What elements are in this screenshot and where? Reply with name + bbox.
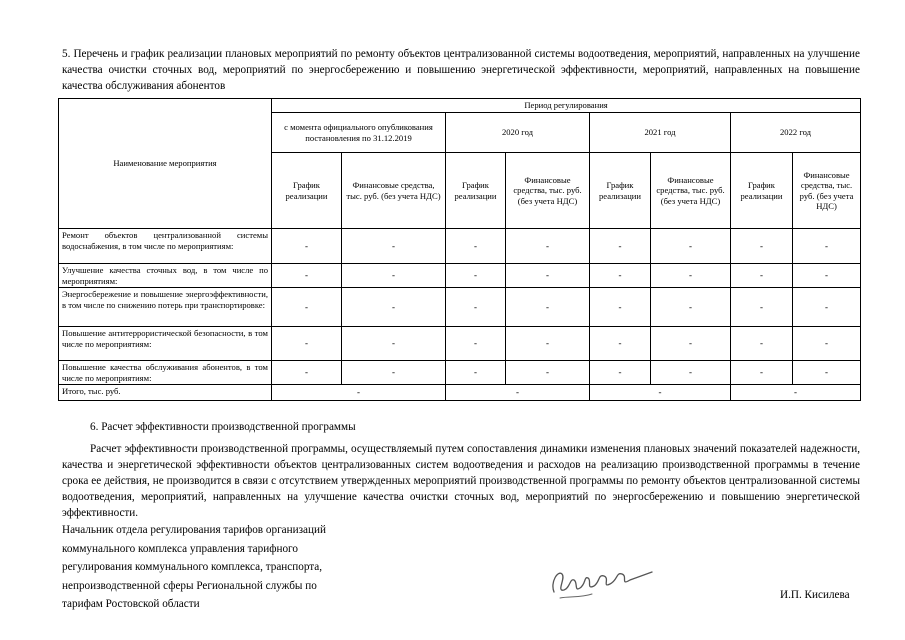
cell-value: -	[590, 361, 651, 385]
position-line: тарифам Ростовской области	[62, 598, 200, 610]
handwritten-signature	[540, 552, 660, 604]
section-6-heading: 6. Расчет эффективности производственной программы	[90, 421, 356, 433]
signatory-position	[62, 521, 392, 614]
cell-value: -	[793, 229, 861, 264]
cell-value: -	[651, 288, 731, 327]
cell-value: -	[590, 327, 651, 361]
table-row	[59, 229, 861, 264]
cell-value: -	[651, 361, 731, 385]
cell-value: -	[446, 327, 506, 361]
cell-value: -	[446, 264, 506, 288]
cell-value: -	[651, 229, 731, 264]
total-label: Итого, тыс. руб.	[59, 385, 272, 401]
header-schedule: График реализации	[731, 153, 793, 229]
cell-value: -	[731, 288, 793, 327]
header-period: Период регулирования	[272, 99, 861, 113]
cell-value: -	[506, 327, 590, 361]
header-period-2020: 2020 год	[446, 113, 590, 153]
header-schedule: График реализации	[590, 153, 651, 229]
total-value: -	[446, 385, 590, 401]
section-5-heading: 5. Перечень и график реализации плановых мероприятий по ремонту объектов централизованной системы водоотведения, мероприятий, направленных на улучшение качества очистки сточных вод, мероприятий по энергосбережению и повышению энергетической эффективности, мероприятий, направленных на повышение качества обслуживания абонентов	[62, 48, 860, 92]
header-schedule: График реализации	[446, 153, 506, 229]
cell-value: -	[272, 288, 342, 327]
cell-value: -	[651, 264, 731, 288]
row-label: Повышение качества обслуживания абонентов, в том числе по мероприятиям:	[59, 361, 272, 385]
cell-value: -	[272, 229, 342, 264]
section-6-body: Расчет эффективности производственной программы, осуществляемый путем сопоставления динамики изменения плановых значений показателей надежности, качества и энергетической эффективности объектов централизованных систем водоотведения и расходов на реализацию производственной программы в течение срока ее действия, не производится в связи с отсутствием утвержденных мероприятий производственной программы по ремонту объектов централизованной системы водоотведения, мероприятий, направленных на улучшение качества очистки сточных вод, мероприятий по энергосбережению и повышению энергетической эффективности.	[62, 443, 860, 519]
table-row	[59, 264, 861, 288]
header-finance: Финансовые средства, тыс. руб. (без учета НДС)	[793, 153, 861, 229]
position-line: коммунального комплекса управления тарифного	[62, 542, 298, 555]
measures-table	[58, 98, 861, 401]
cell-value: -	[446, 288, 506, 327]
cell-value: -	[506, 361, 590, 385]
header-measure-name: Наименование мероприятия	[59, 99, 272, 229]
position-line: регулирования коммунального комплекса, транспорта,	[62, 561, 323, 573]
cell-value: -	[793, 288, 861, 327]
cell-value: -	[446, 361, 506, 385]
cell-value: -	[590, 288, 651, 327]
cell-value: -	[793, 264, 861, 288]
cell-value: -	[793, 327, 861, 361]
cell-value: -	[342, 288, 446, 327]
cell-value: -	[342, 361, 446, 385]
header-finance: Финансовые средства, тыс. руб. (без учета НДС)	[506, 153, 590, 229]
header-period-2021: 2021 год	[590, 113, 731, 153]
cell-value: -	[731, 361, 793, 385]
cell-value: -	[731, 229, 793, 264]
cell-value: -	[506, 288, 590, 327]
total-value: -	[590, 385, 731, 401]
cell-value: -	[272, 264, 342, 288]
table-total-row	[59, 385, 861, 401]
cell-value: -	[731, 264, 793, 288]
row-label: Улучшение качества сточных вод, в том числе по мероприятиям:	[59, 264, 272, 288]
cell-value: -	[506, 264, 590, 288]
table-row	[59, 327, 861, 361]
header-schedule: График реализации	[272, 153, 342, 229]
position-line: непроизводственной сферы Региональной службы по	[62, 579, 317, 592]
total-value: -	[731, 385, 861, 401]
cell-value: -	[590, 264, 651, 288]
header-finance: Финансовые средства, тыс. руб. (без учета НДС)	[342, 153, 446, 229]
cell-value: -	[342, 264, 446, 288]
cell-value: -	[272, 327, 342, 361]
row-label: Ремонт объектов централизованной системы водоснабжения, в том числе по мероприятиям:	[59, 229, 272, 264]
cell-value: -	[651, 327, 731, 361]
position-line: Начальник отдела регулирования тарифов организаций	[62, 524, 326, 536]
header-period-2022: 2022 год	[731, 113, 861, 153]
table-row	[59, 288, 861, 327]
cell-value: -	[590, 229, 651, 264]
signatory-name: И.П. Кисилева	[780, 589, 850, 601]
row-label: Повышение антитеррористической безопасности, в том числе по мероприятиям:	[59, 327, 272, 361]
cell-value: -	[506, 229, 590, 264]
cell-value: -	[793, 361, 861, 385]
cell-value: -	[342, 229, 446, 264]
header-period-2019: с момента официального опубликования постановления по 31.12.2019	[272, 113, 446, 153]
row-label: Энергосбережение и повышение энергоэффективности, в том числе по снижению потерь при транспортировке:	[59, 288, 272, 327]
header-finance: Финансовые средства, тыс. руб. (без учета НДС)	[651, 153, 731, 229]
table-row	[59, 361, 861, 385]
cell-value: -	[731, 327, 793, 361]
total-value: -	[272, 385, 446, 401]
cell-value: -	[272, 361, 342, 385]
cell-value: -	[446, 229, 506, 264]
cell-value: -	[342, 327, 446, 361]
